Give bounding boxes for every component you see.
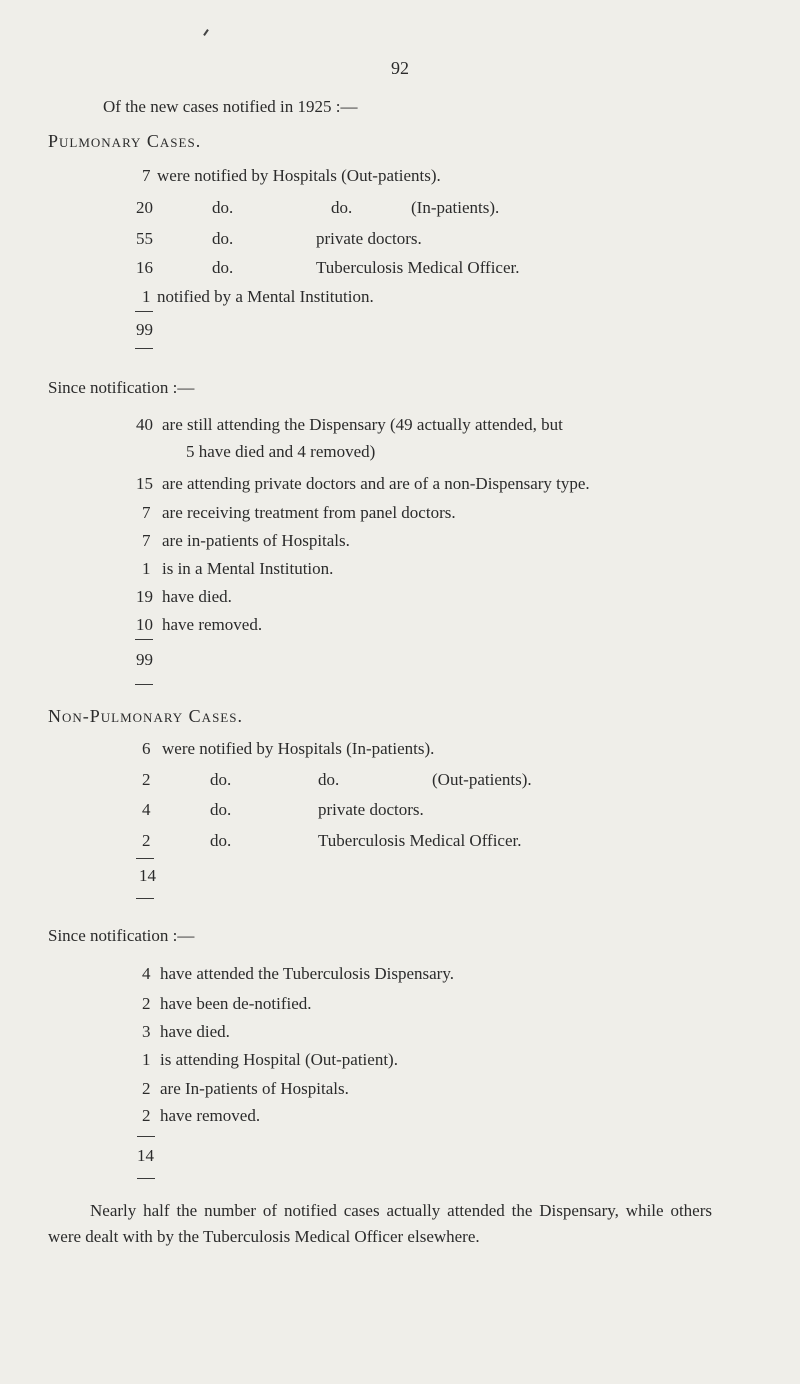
non-pulmonary-row-do: do. xyxy=(210,831,232,850)
pulmonary-row-num: 20 xyxy=(136,198,153,217)
since-row-num: 3 xyxy=(142,1022,151,1041)
intro-text: Of the new cases notified in 1925 :— xyxy=(103,97,358,116)
since-notification-label: Since notification :— xyxy=(48,926,195,945)
since-total: 99 xyxy=(136,650,153,669)
since-row-text: are attending private doctors and are of a non-Dispensary type. xyxy=(162,474,590,493)
conclusion-paragraph: Nearly half the number of notified cases actually attended the Dispensary, while others were dealt with by the Tuberculosis Medical Officer elsewhere. xyxy=(48,1201,712,1246)
since-row-num: 4 xyxy=(142,964,151,983)
since-row-continuation: 5 have died and 4 removed) xyxy=(186,442,376,461)
pulmonary-row-num: 7 xyxy=(142,166,151,185)
non-pulmonary-row-text: Tuberculosis Medical Officer. xyxy=(318,831,522,850)
pulmonary-row-do: do. xyxy=(331,198,353,217)
since-total: 14 xyxy=(137,1146,154,1165)
since-row-num: 15 xyxy=(136,474,153,493)
since-row-text: have been de-notified. xyxy=(160,994,312,1013)
non-pulmonary-row-text: (Out-patients). xyxy=(432,770,532,789)
page-number: 92 xyxy=(391,58,409,78)
since-row-num: 7 xyxy=(142,503,151,522)
non-pulmonary-row-num: 2 xyxy=(142,770,151,789)
non-pulmonary-row-do: do. xyxy=(210,770,232,789)
since-row-text: have removed. xyxy=(160,1106,261,1125)
sum-rule xyxy=(136,858,154,859)
pulmonary-row-text: private doctors. xyxy=(316,229,422,248)
since-row-text: are still attending the Dispensary (49 actually attended, but xyxy=(162,415,563,434)
non-pulmonary-heading: Non-Pulmonary Cases. xyxy=(48,706,243,726)
since-row-text: are receiving treatment from panel doctors. xyxy=(162,503,456,522)
since-row-text: have died. xyxy=(162,587,232,606)
pulmonary-row-text: were notified by Hospitals (Out-patients). xyxy=(157,166,441,185)
since-row-text: are In-patients of Hospitals. xyxy=(160,1079,349,1098)
non-pulmonary-row-text: private doctors. xyxy=(318,800,424,819)
since-row-num: 2 xyxy=(142,1106,151,1125)
sum-rule xyxy=(135,311,153,312)
since-row-text: is attending Hospital (Out-patient). xyxy=(160,1050,398,1069)
since-row-num: 2 xyxy=(142,994,151,1013)
non-pulmonary-row-num: 6 xyxy=(142,739,151,758)
non-pulmonary-row-do: do. xyxy=(318,770,340,789)
sum-rule xyxy=(136,898,154,899)
non-pulmonary-total: 14 xyxy=(139,866,156,885)
sum-rule xyxy=(135,684,153,685)
pulmonary-row-num: 55 xyxy=(136,229,153,248)
pulmonary-row-text: notified by a Mental Institution. xyxy=(157,287,374,306)
pulmonary-row-text: (In-patients). xyxy=(411,198,500,217)
sum-rule xyxy=(135,348,153,349)
non-pulmonary-row-text: were notified by Hospitals (In-patients). xyxy=(162,739,435,758)
since-notification-label: Since notification :— xyxy=(48,378,195,397)
pulmonary-row-num: 16 xyxy=(136,258,153,277)
since-row-num: 1 xyxy=(142,559,151,578)
sum-rule xyxy=(137,1136,155,1137)
since-row-num: 1 xyxy=(142,1050,151,1069)
pulmonary-row-do: do. xyxy=(212,198,234,217)
sum-rule xyxy=(135,639,153,640)
pulmonary-row-num: 1 xyxy=(142,287,151,306)
since-row-num: 19 xyxy=(136,587,153,606)
non-pulmonary-row-num: 4 xyxy=(142,800,151,819)
pulmonary-row-text: Tuberculosis Medical Officer. xyxy=(316,258,520,277)
ink-mark xyxy=(203,29,209,36)
since-row-text: is in a Mental Institution. xyxy=(162,559,334,578)
since-row-text: have attended the Tuberculosis Dispensary. xyxy=(160,964,454,983)
pulmonary-row-do: do. xyxy=(212,258,234,277)
since-row-text: have removed. xyxy=(162,615,263,634)
since-row-text: are in-patients of Hospitals. xyxy=(162,531,350,550)
since-row-num: 7 xyxy=(142,531,151,550)
pulmonary-row-do: do. xyxy=(212,229,234,248)
non-pulmonary-row-do: do. xyxy=(210,800,232,819)
since-row-num: 40 xyxy=(136,415,153,434)
since-row-num: 2 xyxy=(142,1079,151,1098)
since-row-num: 10 xyxy=(136,615,153,634)
pulmonary-total: 99 xyxy=(136,320,153,339)
non-pulmonary-row-num: 2 xyxy=(142,831,151,850)
since-row-text: have died. xyxy=(160,1022,230,1041)
pulmonary-heading: Pulmonary Cases. xyxy=(48,131,202,151)
sum-rule xyxy=(137,1178,155,1179)
